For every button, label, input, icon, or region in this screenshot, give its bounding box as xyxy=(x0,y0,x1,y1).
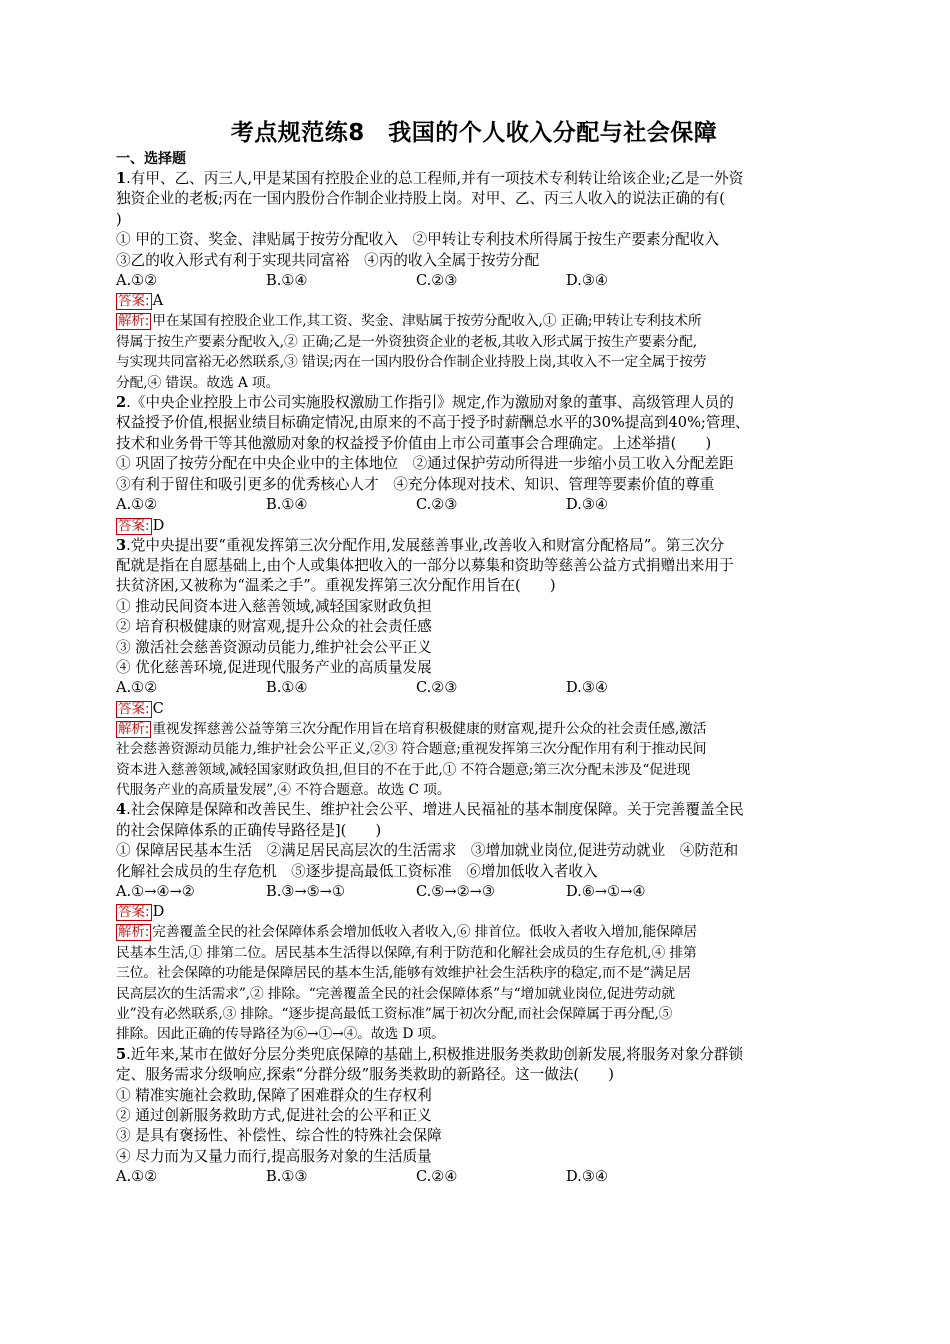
answer-option: D.⑥→①→④ xyxy=(566,883,646,900)
explanation-line xyxy=(116,352,832,372)
explanation-text: 业”没有必然联系,③ 排除。“逐步提高最低工资标准”属于初次分配,而社会保障属于再分配,⑤ xyxy=(116,1006,673,1023)
question-number: 3 xyxy=(116,536,127,554)
answer-option: B.①④ xyxy=(266,496,308,514)
statement-item: ③ 激活社会慈善资源动员能力,维护社会公平正义 xyxy=(116,638,432,656)
explanation-line xyxy=(116,984,832,1004)
question-number: 2 xyxy=(116,394,127,412)
answer-option: A.①→④→② xyxy=(116,883,195,900)
answer-option: A.①② xyxy=(116,272,158,290)
question-stem-text: .有甲、乙、丙三人,甲是某国有控股企业的总工程师,并有一项技术专利转让给该企业;乙是一外资 xyxy=(126,170,744,187)
question-stem-line xyxy=(116,556,832,576)
question-stem-text: 定、服务需求分级响应,探索“分群分级”服务类救助的新路径。这一做法( ) xyxy=(116,1066,614,1084)
explanation-text: 民基本生活,① 排第二位。居民基本生活得以保障,有利于防范和化解社会成员的生存危机,④ 排第 xyxy=(116,944,697,961)
question-stem-line xyxy=(116,800,832,820)
answer-option: B.③→⑤→① xyxy=(266,883,346,900)
answer-option: C.②③ xyxy=(416,272,458,290)
explanation-text: 三位。社会保障的功能是保障居民的基本生活,能够有效维护社会生活秩序的稳定,而不是“满足居 xyxy=(116,965,691,982)
question-stem-line xyxy=(116,576,832,596)
question-stem-text: .近年来,某市在做好分层分类兜底保障的基础上,积极推进服务类救助创新发展,将服务对象分群锁 xyxy=(126,1045,744,1063)
question-stem-line xyxy=(116,434,832,454)
answer-option: A.①② xyxy=(116,679,158,697)
explanation-line xyxy=(116,1004,832,1024)
answer-value: D xyxy=(152,516,165,534)
explanation-line xyxy=(116,373,832,393)
explanation-text: 完善覆盖全民的社会保障体系会增加低收入者收入,⑥ 排首位。低收入者收入增加,能保障居 xyxy=(152,924,698,941)
explanation-line xyxy=(116,739,832,759)
question-stem-line xyxy=(116,1045,832,1065)
statement-item: ① 巩固了按劳分配在中央企业中的主体地位 ②通过保护劳动所得进一步缩小员工收入分配差距 xyxy=(116,455,734,473)
question-stem-text: 独资企业的老板;丙在一国内股份合作制企业持股上岗。对甲、乙、丙三人收入的说法正确的有( xyxy=(116,190,725,208)
answer-tag: 答案: xyxy=(118,904,150,921)
answer-options xyxy=(116,678,832,698)
explanation-text: 分配,④ 错误。故选 A 项。 xyxy=(116,374,280,391)
answer-line xyxy=(116,291,832,311)
question-stem-text: 扶贫济困,又被称为“温柔之手”。重视发挥第三次分配作用旨在( ) xyxy=(116,577,556,595)
question-stem-text: .社会保障是保障和改善民生、维护社会公平、增进人民福祉的基本制度保障。关于完善覆盖全民 xyxy=(126,801,744,819)
answer-option: D.③④ xyxy=(566,496,608,514)
explanation-line xyxy=(116,1024,832,1044)
page-title: 考点规范练8 我国的个人收入分配与社会保障 xyxy=(230,120,718,146)
statement-item: ③ 是具有褒扬性、补偿性、综合性的特殊社会保障 xyxy=(116,1127,442,1145)
question-stem-text: ) xyxy=(116,210,122,228)
explanation-text: 民高层次的生活需求”,② 排除。“完善覆盖全民的社会保障体系”与“增加就业岗位,促进劳动就 xyxy=(116,985,675,1002)
answer-option: C.⑤→②→③ xyxy=(416,883,495,900)
explanation-text: 重视发挥慈善公益等第三次分配作用旨在培育积极健康的财富观,提升公众的社会责任感,激活 xyxy=(152,720,707,737)
answer-value: A xyxy=(152,292,164,310)
answer-option: C.②③ xyxy=(416,496,458,514)
question-stem-text: 权益授予价值,根据业绩目标确定情况,由原来的不高于授予时薪酬总水平的30%提高到40%;管理、 xyxy=(116,414,750,432)
answer-option: D.③④ xyxy=(566,272,608,290)
question-number: 4 xyxy=(116,801,127,819)
explanation-text: 资本进入慈善领域,减轻国家财政负担,但目的不在于此,① 不符合题意;第三次分配未涉及“促进现 xyxy=(116,761,691,778)
explanation-line xyxy=(116,760,832,780)
answer-line xyxy=(116,902,832,922)
explanation-tag: 解析: xyxy=(118,720,150,737)
question-stem-line xyxy=(116,1065,832,1085)
explanation-line xyxy=(116,922,832,942)
answer-option: B.①③ xyxy=(266,1168,308,1186)
answer-option: A.①② xyxy=(116,1168,158,1186)
explanation-line xyxy=(116,332,832,352)
answer-option: C.②③ xyxy=(416,679,458,697)
explanation-text: 甲在某国有控股企业工作,其工资、奖金、津贴属于按劳分配收入,① 正确;甲转让专利技术所 xyxy=(152,313,702,330)
document-body xyxy=(116,118,832,1188)
answer-tag: 答案: xyxy=(118,293,150,310)
explanation-text: 代服务产业的高质量发展”,④ 不符合题意。故选 C 项。 xyxy=(116,781,451,798)
question-stem-line xyxy=(116,169,832,189)
question-stem-text: .《中央企业控股上市公司实施股权激励工作指引》规定,作为激励对象的董事、高级管理人员的 xyxy=(126,394,734,412)
answer-line xyxy=(116,699,832,719)
answer-options xyxy=(116,271,832,291)
question-block xyxy=(116,536,832,801)
explanation-text: 与实现共同富裕无必然联系,③ 错误;丙在一国内股份合作制企业持股上岗,其收入不一定全属于按劳 xyxy=(116,354,707,371)
explanation-line xyxy=(116,311,832,331)
answer-line xyxy=(116,516,832,536)
explanation-line xyxy=(116,719,832,739)
explanation-tag: 解析: xyxy=(118,924,150,941)
explanation-text: 排除。因此正确的传导路径为⑥→①→④。故选 D 项。 xyxy=(116,1026,445,1043)
statement-item: ② 通过创新服务救助方式,促进社会的公平和正义 xyxy=(116,1107,432,1125)
answer-option: B.①④ xyxy=(266,679,308,697)
statement-item: ② 培育积极健康的财富观,提升公众的社会责任感 xyxy=(116,618,432,636)
answer-option: C.②④ xyxy=(416,1168,458,1186)
explanation-text: 得属于按生产要素分配收入,② 正确;乙是一外资独资企业的老板,其收入形式属于按生产要素分配, xyxy=(116,333,697,350)
question-stem-text: .党中央提出要“重视发挥第三次分配作用,发展慈善事业,改善收入和财富分配格局”。第三次分 xyxy=(126,536,725,554)
section-heading: 一、选择题 xyxy=(116,151,186,167)
statement-item: ③有利于留住和吸引更多的优秀核心人才 ④充分体现对技术、知识、管理等要素价值的尊重 xyxy=(116,475,715,493)
answer-option: B.①④ xyxy=(266,272,308,290)
question-number: 5 xyxy=(116,1045,127,1063)
statement-item: ① 甲的工资、奖金、津贴属于按劳分配收入 ②甲转让专利技术所得属于按生产要素分配收入 xyxy=(116,231,719,249)
statement-item: 化解社会成员的生存危机 ⑤逐步提高最低工资标准 ⑥增加低收入者收入 xyxy=(116,862,598,880)
statement-item: ③乙的收入形式有利于实现共同富裕 ④丙的收入全属于按劳分配 xyxy=(116,251,540,269)
answer-options xyxy=(116,882,832,902)
question-stem-text: 配就是指在自愿基础上,由个人或集体把收入的一部分以募集和资助等慈善公益方式捐赠出来用于 xyxy=(116,556,734,574)
question-block xyxy=(116,1045,832,1188)
explanation-tag: 解析: xyxy=(118,313,150,330)
question-block xyxy=(116,169,832,393)
answer-options xyxy=(116,1167,832,1187)
statement-item: ④ 尽力而为又量力而行,提高服务对象的生活质量 xyxy=(116,1147,432,1165)
statement-item: ① 保障居民基本生活 ②满足居民高层次的生活需求 ③增加就业岗位,促进劳动就业 ④防范和 xyxy=(116,842,739,860)
answer-option: D.③④ xyxy=(566,1168,608,1186)
question-stem-line xyxy=(116,393,832,413)
answer-tag: 答案: xyxy=(118,517,150,534)
statement-item: ① 推动民间资本进入慈善领域,减轻国家财政负担 xyxy=(116,597,432,615)
answer-option: D.③④ xyxy=(566,679,608,697)
question-stem-line xyxy=(116,189,832,209)
question-list xyxy=(116,169,832,1188)
answer-options xyxy=(116,495,832,515)
statement-item: ① 精准实施社会救助,保障了困难群众的生存权利 xyxy=(116,1086,432,1104)
question-stem-line xyxy=(116,536,832,556)
question-block xyxy=(116,393,832,535)
answer-value: D xyxy=(152,903,165,921)
answer-option: A.①② xyxy=(116,496,158,514)
explanation-line xyxy=(116,943,832,963)
question-stem-text: 技术和业务骨干等其他激励对象的权益授予价值由上市公司董事会合理确定。上述举措( ) xyxy=(116,434,712,452)
answer-tag: 答案: xyxy=(118,700,150,717)
question-number: 1 xyxy=(116,170,127,187)
statement-item: ④ 优化慈善环境,促进现代服务产业的高质量发展 xyxy=(116,658,432,676)
explanation-line xyxy=(116,780,832,800)
explanation-text: 社会慈善资源动员能力,维护社会公平正义,②③ 符合题意;重视发挥第三次分配作用有利于推动民间 xyxy=(116,741,707,758)
question-block xyxy=(116,800,832,1044)
answer-value: C xyxy=(152,699,164,717)
question-stem-text: 的社会保障体系的正确传导路径是]( ) xyxy=(116,821,382,839)
question-stem-line xyxy=(116,413,832,433)
question-stem-line xyxy=(116,210,832,230)
explanation-line xyxy=(116,963,832,983)
question-stem-line xyxy=(116,821,832,841)
